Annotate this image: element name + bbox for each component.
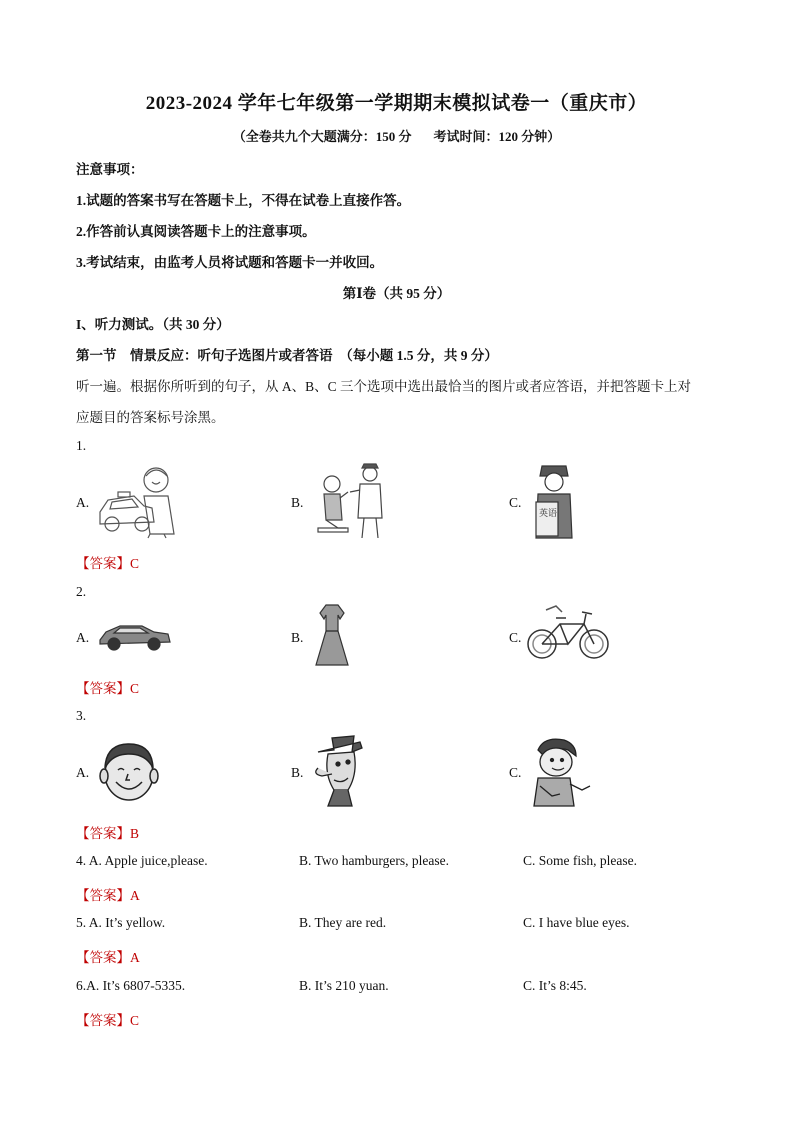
q2-answer: 【答案】C bbox=[76, 681, 140, 696]
question-3-number: 3. bbox=[76, 708, 87, 723]
taxi-driver-icon bbox=[94, 462, 186, 540]
question-2-number: 2. bbox=[76, 584, 87, 599]
section-heading: I、听力测试。（共 30 分） bbox=[76, 317, 230, 332]
score-info: （全卷共九个大题满分：150 分 bbox=[232, 129, 412, 144]
q5-option-b: B. They are red. bbox=[299, 915, 387, 930]
q6-option-b: B. It’s 210 yuan. bbox=[299, 978, 389, 993]
page-title: 2023-2024 学年七年级第一学期期末模拟试卷一（重庆市） bbox=[145, 93, 648, 114]
instruction-line-2: 应题目的答案标号涂黑。 bbox=[76, 410, 225, 425]
man-with-hat-icon bbox=[308, 734, 368, 808]
q3-option-c-label: C. bbox=[509, 765, 522, 780]
q3-answer: 【答案】B bbox=[76, 826, 140, 841]
notes-heading: 注意事项： bbox=[76, 162, 144, 177]
question-1-number: 1. bbox=[76, 438, 87, 453]
q2-option-a-label: A. bbox=[76, 630, 90, 645]
q5-option-c: C. I have blue eyes. bbox=[523, 915, 630, 930]
smiling-boy-icon bbox=[96, 738, 162, 804]
q4-option-a: 4. A. Apple juice,please. bbox=[76, 853, 208, 868]
q1-option-b-label: B. bbox=[291, 495, 304, 510]
q4-option-b: B. Two hamburgers, please. bbox=[299, 853, 450, 868]
q6-option-c: C. It’s 8:45. bbox=[523, 978, 587, 993]
note-item-2: 2.作答前认真阅读答题卡上的注意事项。 bbox=[76, 224, 316, 239]
note-item-3: 3.考试结束，由监考人员将试题和答题卡一并收回。 bbox=[76, 255, 384, 270]
car-icon bbox=[96, 618, 172, 652]
doctor-and-patient-icon bbox=[316, 462, 392, 542]
q5-answer: 【答案】A bbox=[76, 950, 140, 965]
q2-option-b-label: B. bbox=[291, 630, 304, 645]
pointing-boy-icon bbox=[528, 736, 592, 808]
q3-option-b-label: B. bbox=[291, 765, 304, 780]
page-subtitle bbox=[0, 126, 793, 145]
english-teacher-icon bbox=[530, 462, 578, 542]
volume-heading: 第Ⅰ卷（共 95 分） bbox=[342, 286, 451, 301]
q4-option-c: C. Some fish, please. bbox=[523, 853, 637, 868]
note-item-1: 1.试题的答案书写在答题卡上，不得在试卷上直接作答。 bbox=[76, 193, 411, 208]
q1-option-c-label: C. bbox=[509, 495, 522, 510]
q5-option-a: 5. A. It’s yellow. bbox=[76, 915, 166, 930]
q3-option-a-label: A. bbox=[76, 765, 90, 780]
time-info: 考试时间：120 分钟） bbox=[433, 129, 561, 144]
q6-answer: 【答案】C bbox=[76, 1013, 140, 1028]
part1-heading: 第一节 情景反应：听句子选图片或者答语 （每小题 1.5 分，共 9 分） bbox=[76, 348, 498, 363]
q2-option-c-label: C. bbox=[509, 630, 522, 645]
q4-answer: 【答案】A bbox=[76, 888, 140, 903]
q1-answer: 【答案】C bbox=[76, 556, 140, 571]
bicycle-icon bbox=[526, 604, 610, 664]
dress-icon bbox=[314, 603, 350, 667]
q1-option-a-label: A. bbox=[76, 495, 90, 510]
q6-option-a: 6.A. It’s 6807-5335. bbox=[76, 978, 186, 993]
book-text: 英语 bbox=[539, 509, 558, 519]
instruction-line-1: 听一遍。根据你所听到的句子，从 A、B、C 三个选项中选出最恰当的图片或者应答语，并把答题卡上对 bbox=[76, 379, 692, 394]
